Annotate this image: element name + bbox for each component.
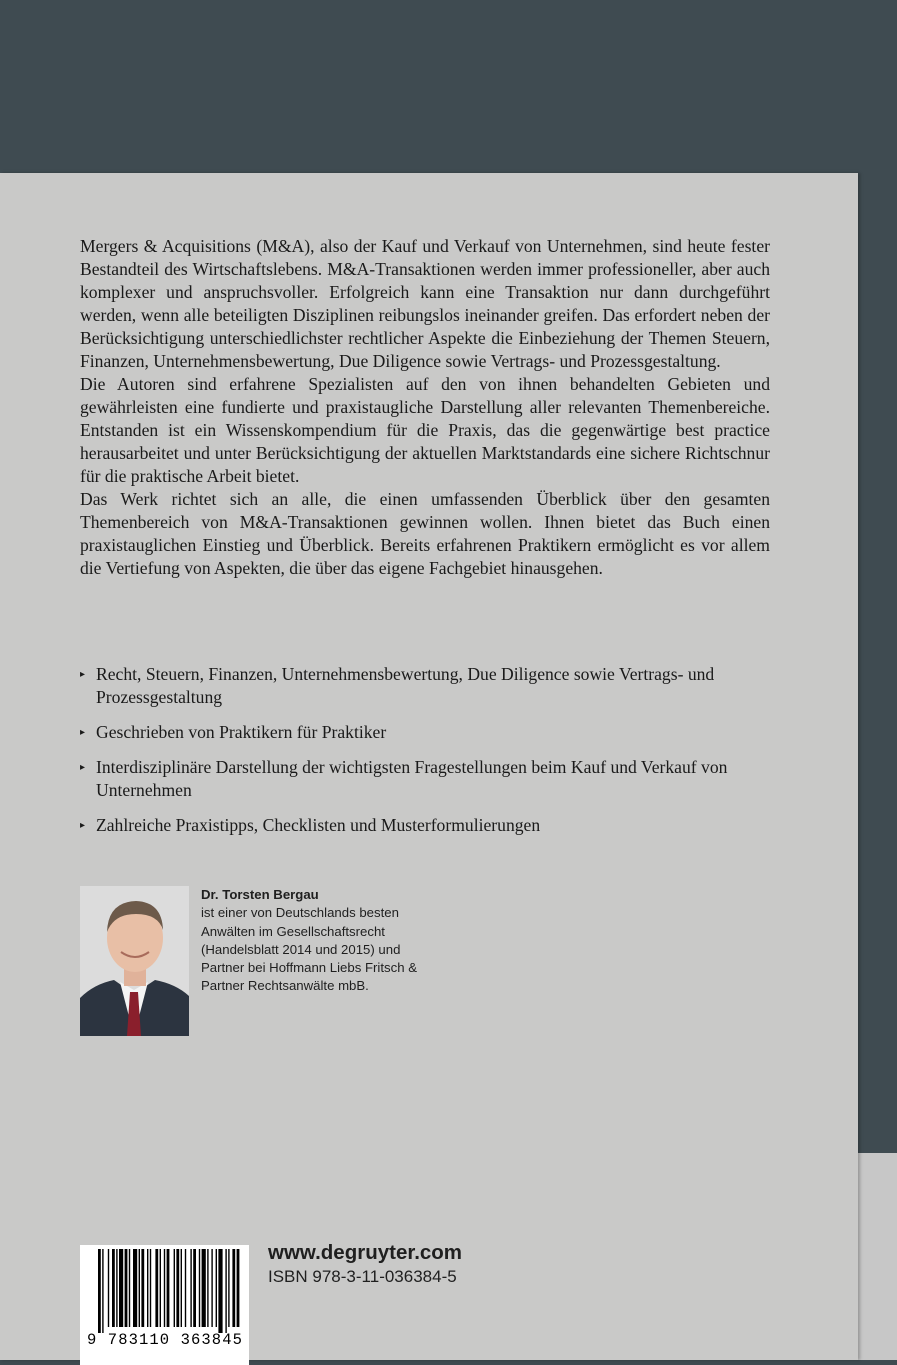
feature-text: Geschrieben von Praktikern für Praktiker xyxy=(96,722,387,742)
barcode-bar xyxy=(193,1249,196,1327)
barcode-bar xyxy=(228,1249,229,1327)
bullet-triangle-icon: ▸ xyxy=(80,762,86,773)
barcode xyxy=(80,1245,249,1365)
blurb-paragraph-2: Die Autoren sind erfahrene Spezialisten auf den von ihnen behandelten Gebieten und gewährleisten eine fundierte und praxistaugliche Darstellung aller relevanten Themenbereiche. Entstanden ist ein Wissenskompendium für die Praxis, das die gegenwärtige best practice herausarbeitet und unter Berücksichtigung der aktuellen Marktstandards eine sichere Richtschnur für die praktische Arbeit bietet. xyxy=(80,374,770,486)
barcode-bar xyxy=(98,1249,101,1333)
back-cover xyxy=(0,173,858,1360)
barcode-bar xyxy=(181,1249,182,1327)
barcode-bar xyxy=(112,1249,115,1327)
barcode-bars xyxy=(80,1245,249,1333)
list-item xyxy=(80,756,780,802)
list-item xyxy=(80,721,780,744)
list-item xyxy=(80,663,780,709)
author-bio xyxy=(201,886,421,996)
isbn-number: ISBN 978-3-11-036384-5 xyxy=(268,1267,457,1286)
barcode-bar xyxy=(119,1249,123,1327)
author-name: Dr. Torsten Bergau xyxy=(201,887,319,902)
feature-text: Recht, Steuern, Finanzen, Unternehmensbewertung, Due Diligence sowie Vertrags- und Prozessgestaltung xyxy=(96,664,715,707)
barcode-bar xyxy=(185,1249,186,1327)
publisher-url[interactable]: www.degruyter.com xyxy=(268,1241,463,1264)
barcode-bar xyxy=(150,1249,151,1327)
barcode-bar xyxy=(176,1249,179,1327)
blurb-paragraph-1: Mergers & Acquisitions (M&A), also der Kauf und Verkauf von Unternehmen, sind heute fester Bestandteil des Wirtschaftslebens. M&A-Transaktionen werden immer professioneller, aber auch komplexer und anspruchsvoller. Erfolgreich kann eine Transaktion nur dann durchgeführt werden, wenn alle beteiligten Disziplinen reibungslos ineinander greifen. Das erfordert neben der Berücksichtigung unterschiedlichster rechtlicher Aspekte die Einbeziehung der Themen Steuern, Finanzen, Unternehmensbewertung, Due Diligence sowie Vertrags- und Prozessgestaltung. xyxy=(80,236,770,371)
barcode-bar xyxy=(133,1249,137,1327)
barcode-bar xyxy=(225,1249,226,1333)
blurb-text xyxy=(80,235,770,580)
barcode-bar xyxy=(139,1249,140,1327)
bullet-triangle-icon: ▸ xyxy=(80,669,86,680)
barcode-bar xyxy=(141,1249,144,1327)
barcode-bar xyxy=(147,1249,148,1327)
barcode-bar xyxy=(207,1249,208,1327)
feature-text: Zahlreiche Praxistipps, Checklisten und Musterformulierungen xyxy=(96,815,541,835)
feature-text: Interdisziplinäre Darstellung der wichtigsten Fragestellungen beim Kauf und Verkauf von Unternehmen xyxy=(96,757,728,800)
barcode-bar xyxy=(160,1249,161,1327)
barcode-bar xyxy=(102,1249,103,1333)
barcode-digits: 9 783110 363845 xyxy=(86,1331,244,1349)
author-portrait xyxy=(80,886,189,1036)
barcode-bar xyxy=(218,1249,222,1333)
barcode-bar xyxy=(108,1249,109,1327)
barcode-bar xyxy=(232,1249,235,1327)
barcode-bar xyxy=(237,1249,240,1327)
bullet-triangle-icon: ▸ xyxy=(80,727,86,738)
barcode-bar xyxy=(216,1249,217,1327)
author-description: ist einer von Deutschlands besten Anwälten im Gesellschaftsrecht (Handelsblatt 2014 und 2015) und Partner bei Hoffmann Liebs Fritsch & Partner Rechtsanwälte mbB. xyxy=(201,905,417,994)
bullet-triangle-icon: ▸ xyxy=(80,820,86,831)
barcode-bar xyxy=(116,1249,117,1327)
blurb-paragraph-3: Das Werk richtet sich an alle, die einen umfassenden Überblick über den gesamten Themenbereich von M&A-Transaktionen gewinnen wollen. Ihnen bietet das Buch einen praxistauglichen Einstieg und Überblick. Bereits erfahrenen Praktikern ermöglicht es vor allem die Vertiefung von Aspekten, die über das eigene Fachgebiet hinausgehen. xyxy=(80,489,770,578)
barcode-bar xyxy=(164,1249,165,1327)
list-item xyxy=(80,814,780,837)
barcode-bar xyxy=(155,1249,158,1327)
barcode-bar xyxy=(211,1249,212,1327)
barcode-bar xyxy=(202,1249,206,1327)
barcode-bar xyxy=(174,1249,175,1327)
feature-list xyxy=(80,663,780,849)
barcode-bar xyxy=(190,1249,191,1327)
barcode-bar xyxy=(167,1249,170,1327)
barcode-bar xyxy=(129,1249,130,1327)
barcode-bar xyxy=(199,1249,200,1327)
barcode-bar xyxy=(125,1249,128,1327)
portrait-illustration xyxy=(80,886,189,1036)
